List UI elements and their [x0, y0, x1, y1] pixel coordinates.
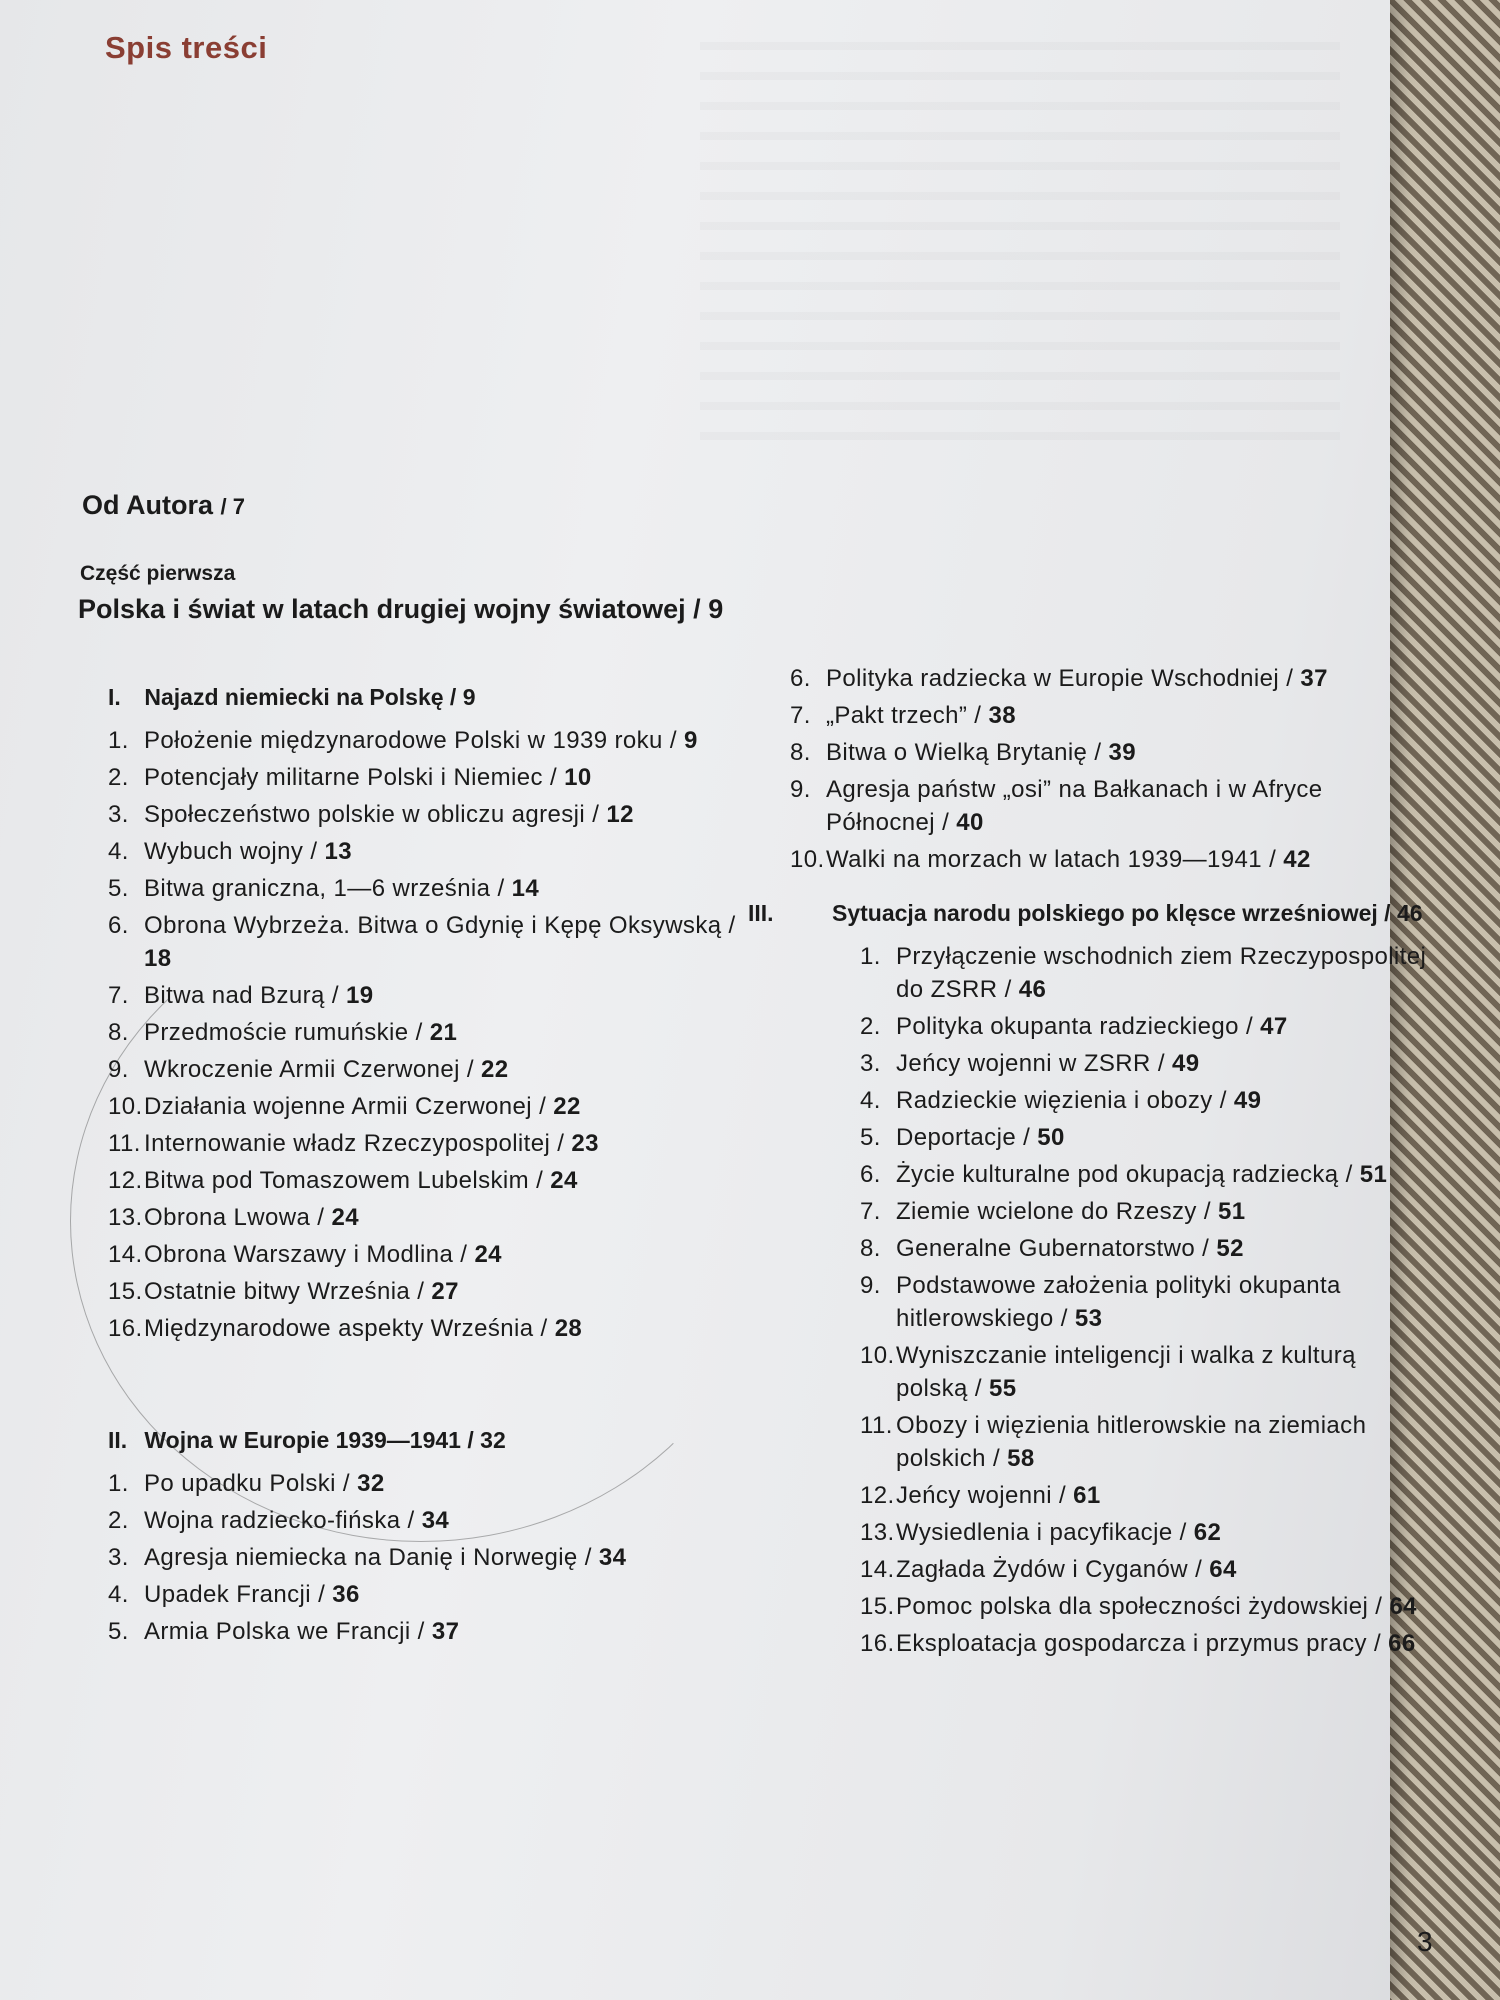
entry-page: 36 — [332, 1581, 360, 1608]
toc-entry: 3. Społeczeństwo polskie w obliczu agresji / 12 — [108, 798, 748, 831]
toc-entry: 2. Potencjały militarne Polski i Niemiec / 10 — [108, 761, 748, 794]
entry-title: Międzynarodowe aspekty Września — [144, 1315, 534, 1342]
entry-page: 12 — [606, 801, 634, 828]
entry-number: 14. — [108, 1241, 143, 1268]
entry-number: 5. — [108, 1618, 129, 1645]
entry-title: Bitwa o Wielką Brytanię — [826, 739, 1088, 766]
entry-page: 64 — [1389, 1593, 1417, 1620]
entry-title: Jeńcy wojenni — [896, 1482, 1052, 1509]
toc-entry: 1. Położenie międzynarodowe Polski w 1939 roku / 9 — [108, 724, 748, 757]
toc-entry: 3. Jeńcy wojenni w ZSRR / 49 — [860, 1047, 1430, 1080]
entry-number: 9. — [790, 776, 811, 803]
entry-number: 6. — [108, 912, 129, 939]
entry-title: Obrona Lwowa — [144, 1204, 311, 1231]
chapter-heading: II. Wojna w Europie 1939—1941 / 32 — [108, 1423, 748, 1457]
entry-title: Armia Polska we Francji — [144, 1618, 411, 1645]
entry-number: 12. — [860, 1482, 895, 1509]
toc-entry: 14.Obrona Warszawy i Modlina / 24 — [108, 1238, 748, 1271]
entry-number: 7. — [108, 982, 129, 1009]
entry-title: Społeczeństwo polskie w obliczu agresji — [144, 801, 586, 828]
entry-title: Radzieckie więzienia i obozy — [896, 1087, 1213, 1114]
page-title: Spis treści — [105, 30, 268, 65]
entry-number: 2. — [108, 764, 129, 791]
chapter-items — [790, 940, 1430, 1660]
entry-title: Bitwa graniczna, 1—6 września — [144, 875, 491, 902]
entry-page: 53 — [1074, 1305, 1103, 1332]
toc-entry: 5. Bitwa graniczna, 1—6 września / 14 — [108, 872, 748, 905]
entry-page: 40 — [956, 809, 984, 836]
entry-number: 4. — [860, 1087, 881, 1114]
entry-title: Eksploatacja gospodarcza i przymus pracy — [896, 1630, 1367, 1657]
entry-page: 24 — [550, 1167, 578, 1194]
entry-page: 22 — [481, 1056, 509, 1083]
entry-page: 28 — [554, 1315, 583, 1342]
entry-number: 6. — [790, 665, 811, 692]
entry-page: 39 — [1108, 739, 1137, 766]
entry-number: 5. — [108, 875, 129, 902]
entry-page: 58 — [1007, 1445, 1035, 1472]
entry-page: 23 — [571, 1130, 599, 1157]
toc-entry: 12.Bitwa pod Tomaszowem Lubelskim / 24 — [108, 1164, 748, 1197]
entry-number: 16. — [108, 1315, 143, 1342]
toc-entry: 9. Agresja państw „osi” na Bałkanach i w Afryce Północnej / 40 — [790, 773, 1430, 839]
toc-entry: 11. Internowanie władz Rzeczypospolitej / 23 — [108, 1127, 748, 1160]
entry-title: Jeńcy wojenni w ZSRR — [896, 1050, 1151, 1077]
entry-number: 5. — [860, 1124, 881, 1151]
entry-number: 11. — [108, 1130, 141, 1157]
entry-title: Bitwa nad Bzurą — [144, 982, 325, 1009]
entry-page: 34 — [421, 1507, 450, 1534]
entry-title: Bitwa pod Tomaszowem Lubelskim — [144, 1167, 530, 1194]
toc-entry: 10.Wyniszczanie inteligencji i walka z kulturą polską / 55 — [860, 1339, 1430, 1405]
page-number: 3 — [1417, 1926, 1433, 1957]
entry-page: 49 — [1233, 1087, 1262, 1114]
entry-number: 13. — [860, 1519, 895, 1546]
entry-title: Polityka radziecka w Europie Wschodniej — [826, 665, 1280, 692]
entry-title: Obozy i więzienia hitlerowskie na ziemiach polskich — [896, 1412, 1367, 1472]
entry-number: 7. — [790, 702, 811, 729]
entry-number: 8. — [860, 1235, 881, 1262]
entry-title: Podstawowe założenia polityki okupanta hitlerowskiego — [896, 1272, 1341, 1332]
toc-entry: 8. Generalne Gubernatorstwo / 52 — [860, 1232, 1430, 1265]
entry-number: 15. — [860, 1593, 895, 1620]
entry-number: 1. — [108, 1470, 129, 1497]
chapter-items — [790, 662, 1430, 876]
entry-number: 8. — [790, 739, 811, 766]
entry-title: Walki na morzach w latach 1939—1941 — [826, 846, 1262, 873]
entry-title: Wysiedlenia i pacyfikacje — [896, 1519, 1173, 1546]
toc-entry: 6. Polityka radziecka w Europie Wschodniej / 37 — [790, 662, 1430, 695]
bleed-through-text — [700, 20, 1340, 460]
chapter-page: 32 — [480, 1427, 506, 1453]
toc-entry: 2. Polityka okupanta radzieckiego / 47 — [860, 1010, 1430, 1043]
entry-title: Wkroczenie Armii Czerwonej — [144, 1056, 460, 1083]
entry-number: 10. — [790, 846, 825, 873]
entry-page: 51 — [1218, 1198, 1246, 1225]
entry-number: 15. — [108, 1278, 143, 1305]
toc-column-right — [748, 662, 1430, 1664]
toc-entry: 1. Przyłączenie wschodnich ziem Rzeczypospolitej do ZSRR / 46 — [860, 940, 1430, 1006]
entry-page: 50 — [1037, 1124, 1065, 1151]
entry-page: 27 — [431, 1278, 459, 1305]
entry-page: 42 — [1283, 846, 1311, 873]
entry-title: Ziemie wcielone do Rzeszy — [896, 1198, 1197, 1225]
entry-page: 22 — [553, 1093, 581, 1120]
entry-page: 37 — [431, 1618, 460, 1645]
chapter-numeral: III. — [748, 900, 774, 926]
entry-number: 9. — [108, 1056, 129, 1083]
entry-title: Życie kulturalne pod okupacją radziecką — [896, 1161, 1339, 1188]
toc-entry: 6. Obrona Wybrzeża. Bitwa o Gdynię i Kępę Oksywską / 18 — [108, 909, 748, 975]
toc-entry: 4. Radzieckie więzienia i obozy / 49 — [860, 1084, 1430, 1117]
entry-number: 13. — [108, 1204, 143, 1231]
entry-title: Ostatnie bitwy Września — [144, 1278, 411, 1305]
entry-title: Wybuch wojny — [144, 838, 304, 865]
toc-entry: 13.Wysiedlenia i pacyfikacje / 62 — [860, 1516, 1430, 1549]
entry-number: 14. — [860, 1556, 895, 1583]
entry-number: 6. — [860, 1161, 881, 1188]
entry-page: 62 — [1193, 1519, 1222, 1546]
entry-number: 11. — [860, 1412, 893, 1439]
entry-title: Upadek Francji — [144, 1581, 312, 1608]
entry-page: 37 — [1300, 665, 1328, 692]
entry-page: 32 — [357, 1470, 385, 1497]
entry-number: 10. — [108, 1093, 143, 1120]
entry-number: 4. — [108, 838, 129, 865]
part-page: 9 — [708, 594, 724, 624]
toc-entry: 5. Armia Polska we Francji / 37 — [108, 1615, 748, 1648]
toc-entry: 15.Ostatnie bitwy Września / 27 — [108, 1275, 748, 1308]
toc-entry: 8. Bitwa o Wielką Brytanię / 39 — [790, 736, 1430, 769]
entry-title: „Pakt trzech” — [826, 702, 968, 729]
entry-title: Generalne Gubernatorstwo — [896, 1235, 1196, 1262]
entry-title: Pomoc polska dla społeczności żydowskiej — [896, 1593, 1369, 1620]
entry-number: 1. — [108, 727, 129, 754]
chapter-heading: III. Sytuacja narodu polskiego po klęsce wrześniowej / 46 — [790, 896, 1430, 930]
chapter-page: 9 — [462, 684, 476, 710]
entry-page: 52 — [1216, 1235, 1244, 1262]
entry-page: 47 — [1260, 1013, 1288, 1040]
entry-title: Wyniszczanie inteligencji i walka z kulturą polską — [896, 1342, 1356, 1402]
chapter-numeral: II. — [108, 1427, 128, 1453]
entry-page: 64 — [1209, 1556, 1237, 1583]
entry-page: 14 — [511, 875, 540, 902]
entry-page: 55 — [989, 1375, 1017, 1402]
chapter-title: Sytuacja narodu polskiego po klęsce wrześniowej — [832, 900, 1378, 926]
toc-entry: 1. Po upadku Polski / 32 — [108, 1467, 748, 1500]
toc-entry: 3. Agresja niemiecka na Danię i Norwegię / 34 — [108, 1541, 748, 1574]
entry-title: Działania wojenne Armii Czerwonej — [144, 1093, 533, 1120]
entry-title: Internowanie władz Rzeczypospolitej — [144, 1130, 551, 1157]
entry-number: 8. — [108, 1019, 129, 1046]
entry-number: 2. — [108, 1507, 129, 1534]
toc-entry: 6. Życie kulturalne pod okupacją radziecką / 51 — [860, 1158, 1430, 1191]
entry-number: 3. — [108, 1544, 129, 1571]
toc-entry: 10.Działania wojenne Armii Czerwonej / 22 — [108, 1090, 748, 1123]
entry-title: Potencjały militarne Polski i Niemiec — [144, 764, 543, 791]
part-label: Część pierwsza — [80, 562, 236, 585]
toc-entry: 15.Pomoc polska dla społeczności żydowskiej / 64 — [860, 1590, 1430, 1623]
entry-number: 10. — [860, 1342, 895, 1369]
pencil-annotation — [70, 900, 772, 1542]
entry-title: Wojna radziecko-fińska — [144, 1507, 401, 1534]
entry-number: 2. — [860, 1013, 881, 1040]
entry-page: 18 — [144, 945, 172, 972]
toc-entry: 11. Obozy i więzienia hitlerowskie na ziemiach polskich / 58 — [860, 1409, 1430, 1475]
chapter-title: Najazd niemiecki na Polskę — [144, 684, 444, 710]
entry-number: 3. — [108, 801, 129, 828]
toc-entry: 16.Eksploatacja gospodarcza i przymus pracy / 66 — [860, 1627, 1430, 1660]
toc-entry: 12.Jeńcy wojenni / 61 — [860, 1479, 1430, 1512]
entry-title: Przyłączenie wschodnich ziem Rzeczypospolitej do ZSRR — [896, 943, 1427, 1003]
entry-page: 21 — [429, 1019, 458, 1046]
entry-title: Obrona Wybrzeża. Bitwa o Gdynię i Kępę Oksywską — [144, 912, 722, 939]
entry-page: 49 — [1171, 1050, 1200, 1077]
chapter-heading: I. Najazd niemiecki na Polskę / 9 — [108, 680, 748, 714]
toc-entry: 9. Wkroczenie Armii Czerwonej / 22 — [108, 1053, 748, 1086]
entry-title: Zagłada Żydów i Cyganów — [896, 1556, 1189, 1583]
entry-page: 34 — [598, 1544, 627, 1571]
entry-number: 12. — [108, 1167, 143, 1194]
toc-entry: 7. Ziemie wcielone do Rzeszy / 51 — [860, 1195, 1430, 1228]
toc-entry: 13.Obrona Lwowa / 24 — [108, 1201, 748, 1234]
entry-title: Agresja państw „osi” na Bałkanach i w Afryce Północnej — [826, 776, 1323, 836]
entry-number: 9. — [860, 1272, 881, 1299]
toc-entry: 10.Walki na morzach w latach 1939—1941 / 42 — [790, 843, 1430, 876]
toc-entry: 7. „Pakt trzech” / 38 — [790, 699, 1430, 732]
entry-page: 24 — [331, 1204, 359, 1231]
entry-page: 51 — [1359, 1161, 1388, 1188]
chapter-page: 46 — [1396, 900, 1423, 926]
entry-page: 13 — [324, 838, 353, 865]
entry-number: 7. — [860, 1198, 881, 1225]
entry-title: Polityka okupanta radzieckiego — [896, 1013, 1239, 1040]
entry-page: 38 — [988, 702, 1016, 729]
entry-title: Po upadku Polski — [144, 1470, 336, 1497]
chapter-title: Wojna w Europie 1939—1941 — [144, 1427, 461, 1453]
entry-page: 46 — [1018, 976, 1047, 1003]
entry-page: 9 — [684, 727, 698, 754]
part-title: Polska i świat w latach drugiej wojny światowej / 9 — [78, 594, 724, 624]
entry-page: 66 — [1388, 1630, 1416, 1657]
toc-entry: 4. Upadek Francji / 36 — [108, 1578, 748, 1611]
entry-page: 24 — [474, 1241, 502, 1268]
entry-title: Deportacje — [896, 1124, 1017, 1151]
part-title-text: Polska i świat w latach drugiej wojny światowej — [78, 594, 686, 624]
toc-entry: 14.Zagłada Żydów i Cyganów / 64 — [860, 1553, 1430, 1586]
toc-entry: 5. Deportacje / 50 — [860, 1121, 1430, 1154]
entry-number: 16. — [860, 1630, 895, 1657]
toc-entry: 9. Podstawowe założenia polityki okupanta hitlerowskiego / 53 — [860, 1269, 1430, 1335]
entry-title: Przedmoście rumuńskie — [144, 1019, 409, 1046]
entry-number: 1. — [860, 943, 881, 970]
toc-entry: 8. Przedmoście rumuńskie / 21 — [108, 1016, 748, 1049]
toc-entry: 4. Wybuch wojny / 13 — [108, 835, 748, 868]
chapter-numeral: I. — [108, 684, 121, 710]
toc-entry: 7. Bitwa nad Bzurą / 19 — [108, 979, 748, 1012]
preface-label: Od Autora — [82, 490, 213, 520]
entry-number: 4. — [108, 1581, 129, 1608]
entry-page: 10 — [564, 764, 592, 791]
entry-title: Agresja niemiecka na Danię i Norwegię — [144, 1544, 578, 1571]
toc-entry: 2. Wojna radziecko-fińska / 34 — [108, 1504, 748, 1537]
toc-entry: 16.Międzynarodowe aspekty Września / 28 — [108, 1312, 748, 1345]
entry-title: Położenie międzynarodowe Polski w 1939 roku — [144, 727, 663, 754]
entry-title: Obrona Warszawy i Modlina — [144, 1241, 454, 1268]
entry-page: 19 — [345, 982, 374, 1009]
toc-preface: Od Autora / 7 — [82, 490, 245, 520]
entry-number: 3. — [860, 1050, 881, 1077]
preface-page: 7 — [232, 494, 245, 519]
entry-page: 61 — [1073, 1482, 1101, 1509]
